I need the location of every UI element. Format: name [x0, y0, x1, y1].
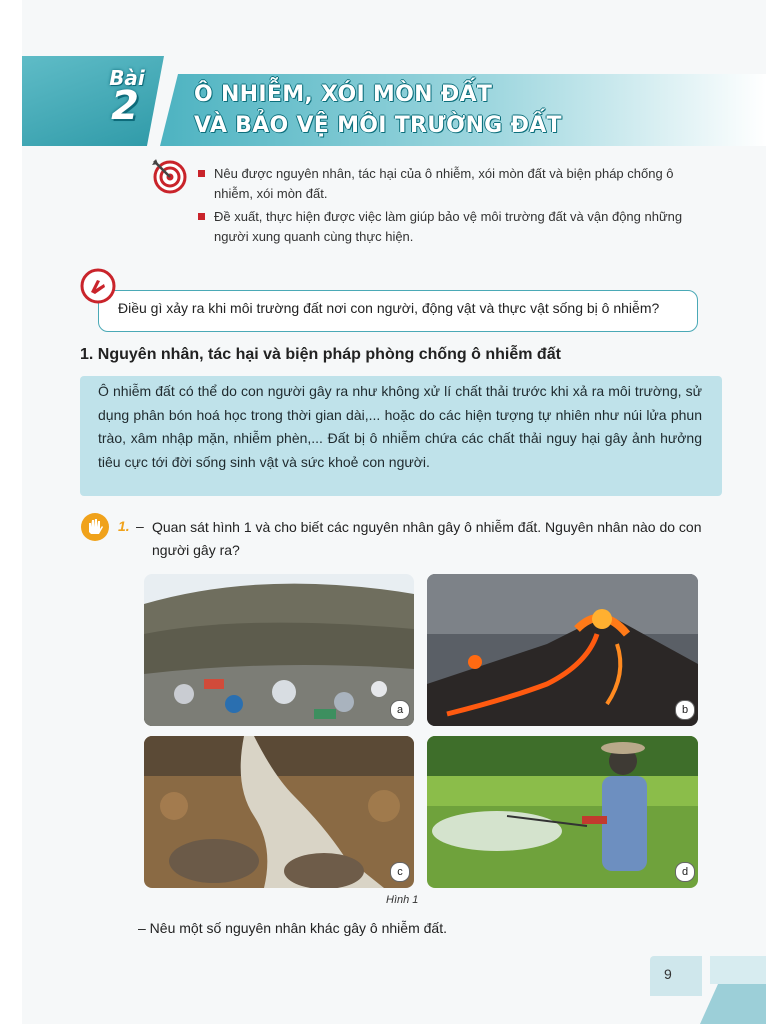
figure-caption: Hình 1 [386, 894, 419, 906]
bullet-square [198, 213, 205, 220]
activity-hand-icon [80, 512, 110, 542]
page-number-tab [650, 956, 702, 996]
bullet-square [198, 170, 205, 177]
activity-text: Quan sát hình 1 và cho biết các nguyên nhân gây ô nhiễm đất. Nguyên nhân nào do con người gây ra? [152, 519, 702, 558]
section-heading: 1. Nguyên nhân, tác hại và biện pháp phòng chống ô nhiễm đất [80, 346, 561, 363]
photo-label-b: b [675, 700, 695, 720]
photo-pesticide-spraying [427, 736, 698, 888]
objective-text: Nêu được nguyên nhân, tác hại của ô nhiễm, xói mòn đất và biện pháp chống ô nhiễm, xói mòn đất. [214, 166, 674, 201]
photo-volcano [427, 574, 698, 726]
activity-number: 1. [118, 518, 130, 534]
page-number: 9 [664, 966, 672, 982]
info-text: Ô nhiễm đất có thể do con người gây ra như không xử lí chất thải trước khi xả ra môi trường, sử dụng phân bón hoá học trong thời gian dài,... hoặc do các hiện tượng tự nhiên như núi lửa phun trào, xâm nhập mặn, nhiễm phèn,... Đất bị ô nhiễm chứa các chất thải nguy hại gây ảnh hưởng tiêu cực tới đời sống sinh vật và sức khoẻ con người. [98, 383, 702, 470]
lesson-title-line-2: VÀ BẢO VỆ MÔI TRƯỜNG ĐẤT [194, 113, 562, 138]
photo-label-a: a [390, 700, 410, 720]
photo-label-c: c [390, 862, 410, 882]
opening-question-text: Điều gì xảy ra khi môi trường đất nơi con người, động vật và thực vật sống bị ô nhiễm? [118, 300, 660, 316]
footer-decoration [710, 956, 766, 984]
photo-landfill [144, 574, 414, 726]
objective-text: Đề xuất, thực hiện được việc làm giúp bảo vệ môi trường đất và vận động những người xung quanh cùng thực hiện. [214, 209, 683, 244]
objective-item [196, 164, 706, 204]
photo-label-d: d [675, 862, 695, 882]
start-hand-icon [80, 268, 116, 304]
objective-item [196, 207, 706, 247]
lesson-word: Bài [109, 66, 145, 90]
lesson-title-line-1: Ô NHIỄM, XÓI MÒN ĐẤT [194, 82, 493, 107]
lesson-number: 2 [111, 83, 139, 129]
activity-dash: – [136, 518, 144, 534]
target-icon [150, 156, 188, 194]
bottom-question: – Nêu một số nguyên nhân khác gây ô nhiễm đất. [138, 920, 447, 936]
photo-polluted-stream [144, 736, 414, 888]
objectives-list [196, 164, 706, 250]
